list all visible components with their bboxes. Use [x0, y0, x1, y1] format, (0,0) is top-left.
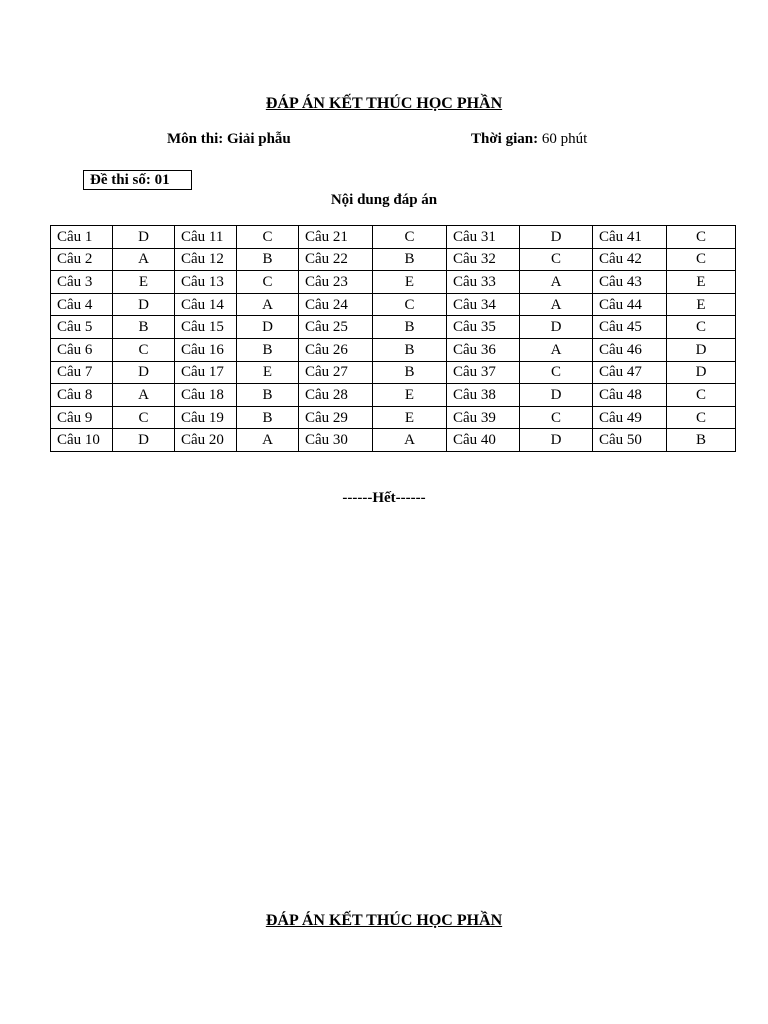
answer-cell: A — [520, 293, 593, 316]
answer-cell: A — [373, 429, 447, 452]
question-number-cell: Câu 41 — [593, 226, 667, 249]
question-number-cell: Câu 19 — [175, 406, 237, 429]
table-row — [51, 338, 736, 361]
answer-cell: C — [237, 226, 299, 249]
question-number-cell: Câu 42 — [593, 248, 667, 271]
question-number-cell: Câu 50 — [593, 429, 667, 452]
subject-line — [167, 131, 291, 148]
table-row — [51, 384, 736, 407]
answer-cell: B — [667, 429, 736, 452]
question-number-cell: Câu 21 — [299, 226, 373, 249]
table-row — [51, 293, 736, 316]
question-number-cell: Câu 37 — [447, 361, 520, 384]
table-row — [51, 226, 736, 249]
answer-cell: C — [113, 406, 175, 429]
answer-cell: E — [113, 271, 175, 294]
question-number-cell: Câu 28 — [299, 384, 373, 407]
table-row — [51, 271, 736, 294]
question-number-cell: Câu 48 — [593, 384, 667, 407]
answer-cell: C — [520, 406, 593, 429]
answer-cell: A — [113, 248, 175, 271]
question-number-cell: Câu 18 — [175, 384, 237, 407]
question-number-cell: Câu 36 — [447, 338, 520, 361]
answer-cell: D — [113, 293, 175, 316]
time-label: Thời gian: — [471, 131, 539, 147]
answer-cell: C — [520, 361, 593, 384]
question-number-cell: Câu 7 — [51, 361, 113, 384]
answer-cell: E — [667, 293, 736, 316]
table-row — [51, 429, 736, 452]
section-title: Nội dung đáp án — [330, 192, 438, 208]
answer-cell: D — [667, 338, 736, 361]
answer-cell: B — [373, 338, 447, 361]
question-number-cell: Câu 1 — [51, 226, 113, 249]
answer-cell: C — [667, 226, 736, 249]
question-number-cell: Câu 26 — [299, 338, 373, 361]
answer-cell: A — [520, 271, 593, 294]
answer-cell: B — [373, 248, 447, 271]
answer-cell: B — [237, 338, 299, 361]
question-number-cell: Câu 5 — [51, 316, 113, 339]
answer-cell: D — [520, 429, 593, 452]
answer-cell: A — [237, 429, 299, 452]
question-number-cell: Câu 8 — [51, 384, 113, 407]
question-number-cell: Câu 44 — [593, 293, 667, 316]
question-number-cell: Câu 4 — [51, 293, 113, 316]
answer-cell: D — [113, 429, 175, 452]
page-title: ĐÁP ÁN KẾT THÚC HỌC PHẦN — [265, 95, 503, 112]
question-number-cell: Câu 39 — [447, 406, 520, 429]
answer-cell: D — [113, 226, 175, 249]
question-number-cell: Câu 27 — [299, 361, 373, 384]
question-number-cell: Câu 33 — [447, 271, 520, 294]
question-number-cell: Câu 2 — [51, 248, 113, 271]
answer-cell: D — [237, 316, 299, 339]
question-number-cell: Câu 32 — [447, 248, 520, 271]
question-number-cell: Câu 22 — [299, 248, 373, 271]
question-number-cell: Câu 13 — [175, 271, 237, 294]
answer-cell: C — [113, 338, 175, 361]
answer-cell: B — [373, 361, 447, 384]
table-row — [51, 316, 736, 339]
question-number-cell: Câu 46 — [593, 338, 667, 361]
question-number-cell: Câu 10 — [51, 429, 113, 452]
subject-label: Môn thi: — [167, 131, 224, 147]
question-number-cell: Câu 25 — [299, 316, 373, 339]
table-row — [51, 361, 736, 384]
answer-cell: B — [113, 316, 175, 339]
answer-cell: C — [520, 248, 593, 271]
subject-value: Giải phẫu — [227, 131, 291, 147]
answer-cell: E — [373, 271, 447, 294]
answer-cell: D — [520, 316, 593, 339]
question-number-cell: Câu 12 — [175, 248, 237, 271]
question-number-cell: Câu 20 — [175, 429, 237, 452]
answer-cell: C — [667, 384, 736, 407]
answer-cell: C — [373, 293, 447, 316]
answer-cell: A — [113, 384, 175, 407]
answer-cell: D — [520, 226, 593, 249]
next-page-title: ĐÁP ÁN KẾT THÚC HỌC PHẦN — [265, 912, 503, 929]
answer-cell: E — [237, 361, 299, 384]
answer-cell: A — [237, 293, 299, 316]
answer-cell: B — [237, 384, 299, 407]
question-number-cell: Câu 30 — [299, 429, 373, 452]
answer-cell: C — [237, 271, 299, 294]
question-number-cell: Câu 15 — [175, 316, 237, 339]
answer-cell: E — [373, 406, 447, 429]
answer-cell: C — [667, 316, 736, 339]
answer-cell: D — [667, 361, 736, 384]
question-number-cell: Câu 29 — [299, 406, 373, 429]
answer-cell: D — [520, 384, 593, 407]
question-number-cell: Câu 3 — [51, 271, 113, 294]
question-number-cell: Câu 23 — [299, 271, 373, 294]
table-row — [51, 248, 736, 271]
question-number-cell: Câu 31 — [447, 226, 520, 249]
answer-cell: C — [373, 226, 447, 249]
answer-cell: E — [373, 384, 447, 407]
question-number-cell: Câu 43 — [593, 271, 667, 294]
end-marker: ------Hết------ — [342, 490, 426, 506]
time-line — [471, 131, 587, 148]
question-number-cell: Câu 35 — [447, 316, 520, 339]
table-row — [51, 406, 736, 429]
question-number-cell: Câu 16 — [175, 338, 237, 361]
answer-table — [50, 225, 736, 452]
question-number-cell: Câu 14 — [175, 293, 237, 316]
answer-cell: B — [237, 406, 299, 429]
answer-cell: B — [237, 248, 299, 271]
exam-code-box: Đề thi số: 01 — [83, 170, 192, 190]
answer-cell: C — [667, 248, 736, 271]
question-number-cell: Câu 11 — [175, 226, 237, 249]
answer-cell: B — [373, 316, 447, 339]
question-number-cell: Câu 34 — [447, 293, 520, 316]
question-number-cell: Câu 45 — [593, 316, 667, 339]
answer-cell: D — [113, 361, 175, 384]
question-number-cell: Câu 6 — [51, 338, 113, 361]
question-number-cell: Câu 17 — [175, 361, 237, 384]
answer-cell: A — [520, 338, 593, 361]
question-number-cell: Câu 40 — [447, 429, 520, 452]
question-number-cell: Câu 24 — [299, 293, 373, 316]
question-number-cell: Câu 38 — [447, 384, 520, 407]
question-number-cell: Câu 49 — [593, 406, 667, 429]
answer-cell: E — [667, 271, 736, 294]
time-value: 60 phút — [541, 131, 588, 147]
question-number-cell: Câu 9 — [51, 406, 113, 429]
question-number-cell: Câu 47 — [593, 361, 667, 384]
answer-cell: C — [667, 406, 736, 429]
